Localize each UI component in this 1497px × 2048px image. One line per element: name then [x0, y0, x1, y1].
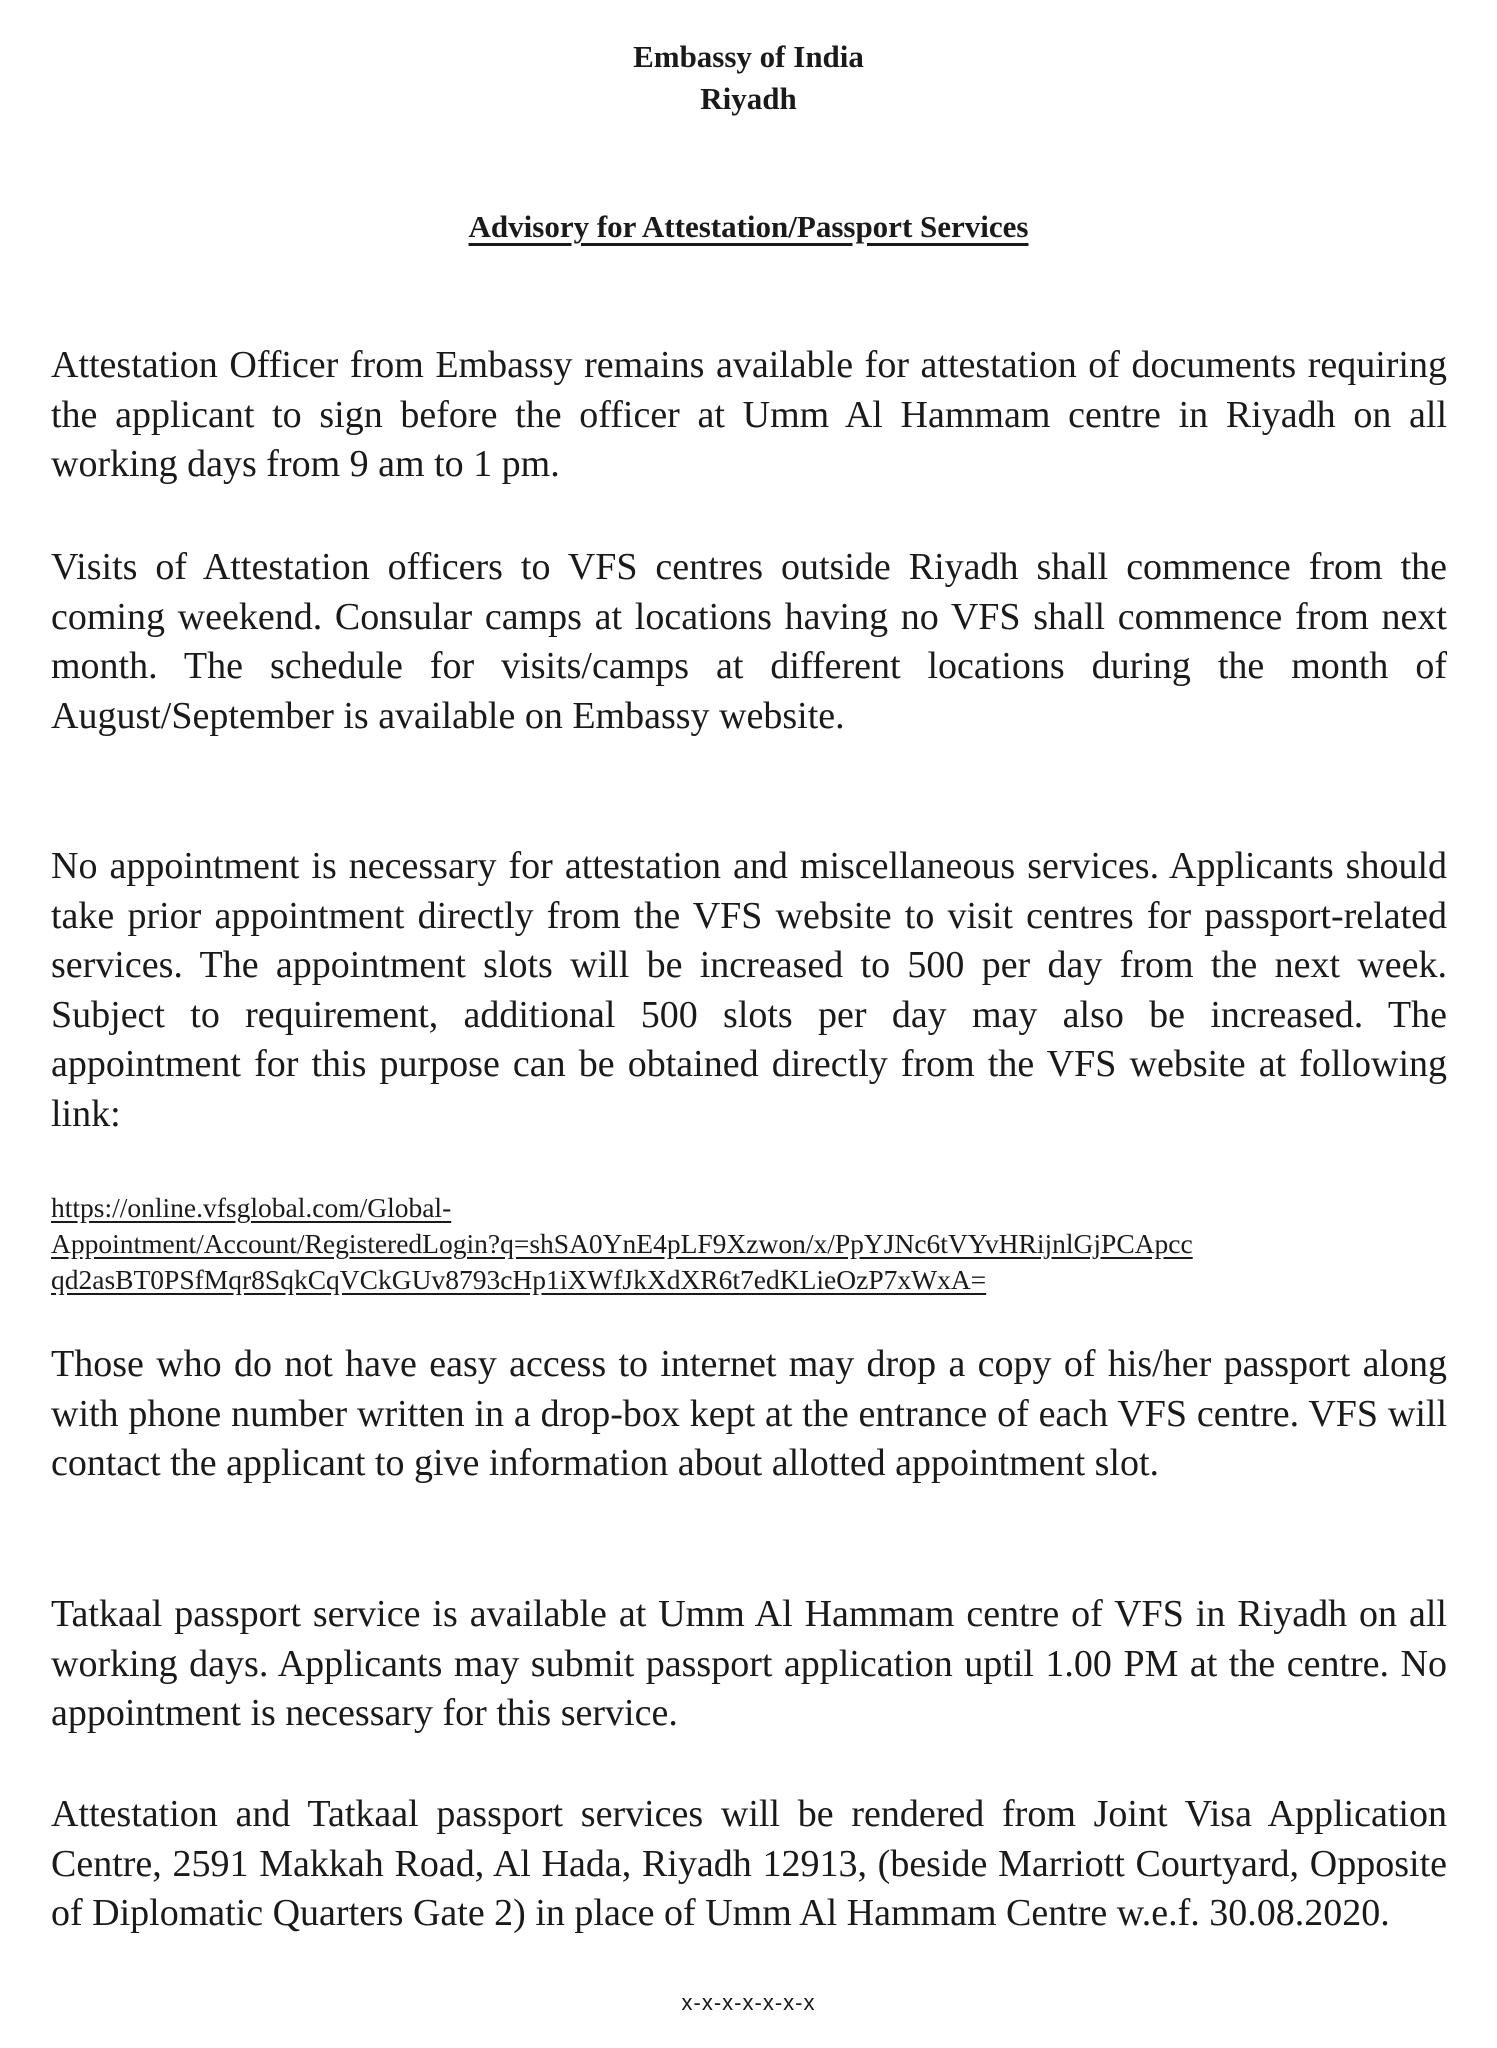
advisory-title: Advisory for Attestation/Passport Services — [468, 209, 1029, 244]
vfs-link-line-2: Appointment/Account/RegisteredLogin?q=shSA0YnE4pLF9Xzwon/x/PpYJNc6tVYvHRijnlGjPCApcc — [51, 1228, 1193, 1259]
vfs-link-line-1: https://online.vfsglobal.com/Global- — [51, 1192, 452, 1223]
paragraph-drop-box: Those who do not have easy access to internet may drop a copy of his/her passport along with phone number written in a drop-box kept at the entrance of each VFS centre. VFS will contact the applicant to give information about allotted appointment slot. — [51, 1343, 1447, 1484]
paragraph-appointments: No appointment is necessary for attestation and miscellaneous services. Applicants should take prior appointment directly from the VFS website to visit centres for passport-related services. The appointment slots will be increased to 500 per day from the next week. Subject to requirement, additional 500 slots per day may also be increased. The appointment for this purpose can be obtained directly from the VFS website at following link: — [51, 845, 1447, 1135]
paragraph-vfs-visits: Visits of Attestation officers to VFS centres outside Riyadh shall commence from the coming weekend. Consular camps at locations having no VFS shall commence from next month. The schedule for visits/camps at different locations during the month of August/September is available on Embassy website. — [51, 546, 1447, 737]
paragraph-attestation-officer: Attestation Officer from Embassy remains available for attestation of documents requiring the applicant to sign before the officer at Umm Al Hammam centre in Riyadh on all working days from 9 am to 1 pm. — [51, 344, 1447, 485]
embassy-city: Riyadh — [700, 81, 797, 116]
letterhead — [0, 36, 1497, 120]
paragraph-new-centre: Attestation and Tatkaal passport services will be rendered from Joint Visa Application Centre, 2591 Makkah Road, Al Hada, Riyadh 12913, (beside Marriott Courtyard, Opposite of Diplomatic Quarters Gate 2) in place of Umm Al Hammam Centre w.e.f. 30.08.2020. — [51, 1793, 1447, 1934]
paragraph-tatkaal: Tatkaal passport service is available at Umm Al Hammam centre of VFS in Riyadh on all working days. Applicants may submit passport application uptil 1.00 PM at the centre. No appointment is necessary for this service. — [51, 1593, 1447, 1734]
embassy-name: Embassy of India — [633, 39, 864, 74]
vfs-appointment-link[interactable] — [51, 1190, 1461, 1298]
end-of-document-mark: x-x-x-x-x-x-x — [681, 1990, 816, 2015]
vfs-link-line-3: qd2asBT0PSfMqr8SqkCqVCkGUv8793cHp1iXWfJkXdXR6t7edKLieOzP7xWxA= — [51, 1264, 987, 1295]
